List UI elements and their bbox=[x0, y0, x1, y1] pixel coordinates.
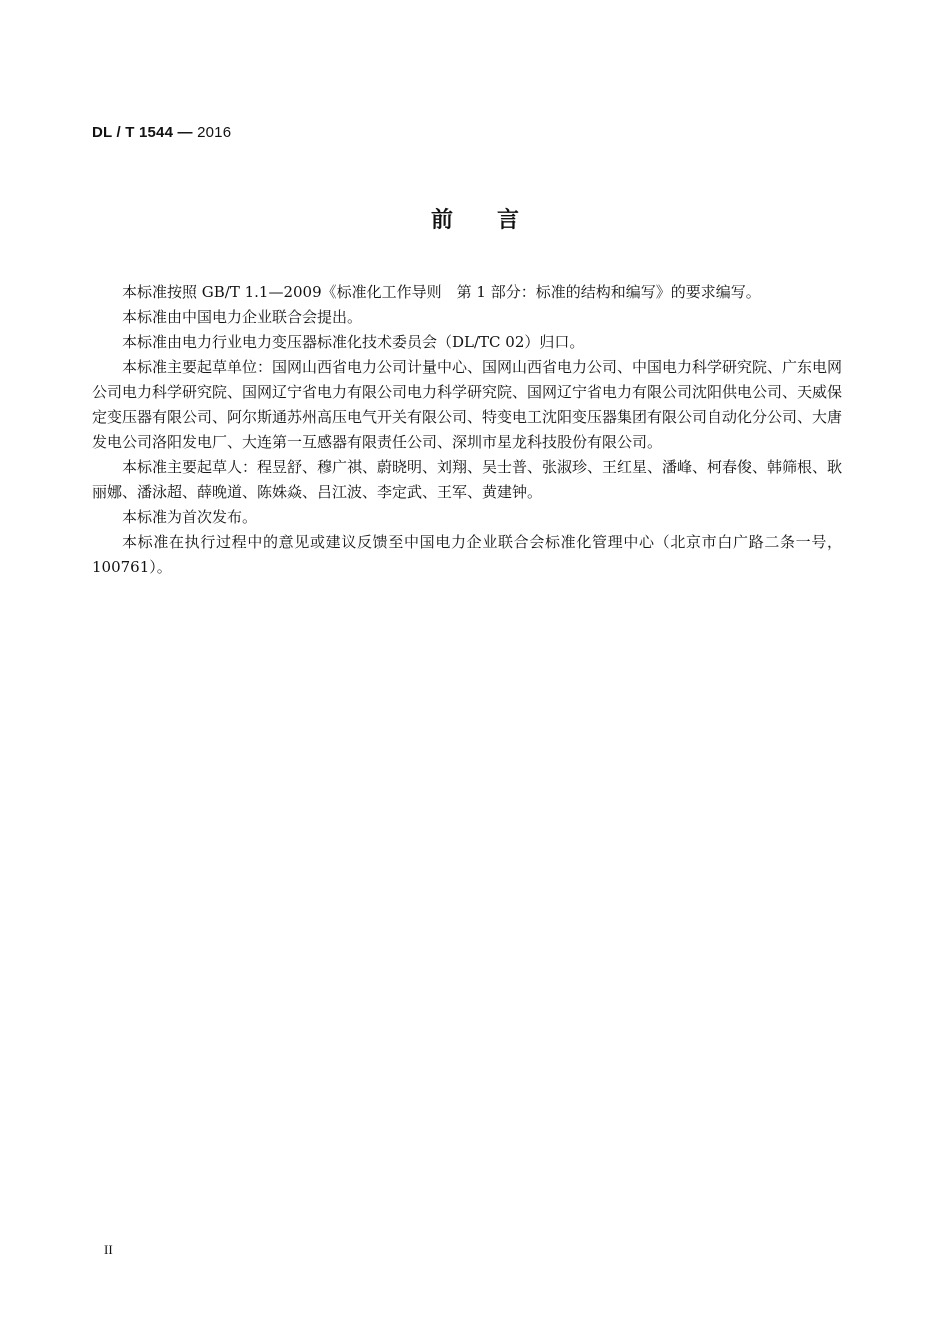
standard-year: 2016 bbox=[197, 124, 232, 141]
paragraph-drafting-rule: 本标准按照 GB/T 1.1—2009《标准化工作导则 第 1 部分：标准的结构和编写》的要求编写。 bbox=[122, 283, 761, 301]
paragraph-drafters: 本标准主要起草人：程昱舒、穆广祺、蔚晓明、刘翔、吴士普、张淑珍、王红星、潘峰、柯春俊、韩筛根、耿丽娜、潘泳超、薛晚道、陈姝焱、吕江波、李定武、王军、黄建钟。 bbox=[92, 458, 843, 501]
title-char-2: 言 bbox=[497, 208, 520, 233]
paragraph-drafting-units: 本标准主要起草单位：国网山西省电力公司计量中心、国网山西省电力公司、中国电力科学研究院、广东电网公司电力科学研究院、国网辽宁省电力有限公司电力科学研究院、国网辽宁省电力有限公司沈阳供电公司、天威保定变压器有限公司、阿尔斯通苏州高压电气开关有限公司、特变电工沈阳变压器集团有限公司自动化分公司、大唐发电公司洛阳发电厂、大连第一互感器有限责任公司、深圳市星龙科技股份有限公司。 bbox=[92, 358, 843, 451]
paragraph-feedback: 本标准在执行过程中的意见或建议反馈至中国电力企业联合会标准化管理中心（北京市白广路二条一号，100761）。 bbox=[92, 533, 842, 576]
paragraph-proposer: 本标准由中国电力企业联合会提出。 bbox=[122, 308, 363, 326]
paragraph-committee: 本标准由电力行业电力变压器标准化技术委员会（DL/TC 02）归口。 bbox=[122, 333, 585, 351]
standard-number: DL / T 1544 bbox=[92, 124, 174, 141]
standard-code bbox=[92, 124, 231, 141]
foreword-body bbox=[92, 280, 842, 580]
code-separator: — bbox=[173, 124, 198, 141]
page-number: II bbox=[104, 1242, 113, 1257]
paragraph-first-release: 本标准为首次发布。 bbox=[122, 508, 258, 526]
title-char-1: 前 bbox=[430, 208, 453, 233]
page-title bbox=[0, 203, 950, 234]
